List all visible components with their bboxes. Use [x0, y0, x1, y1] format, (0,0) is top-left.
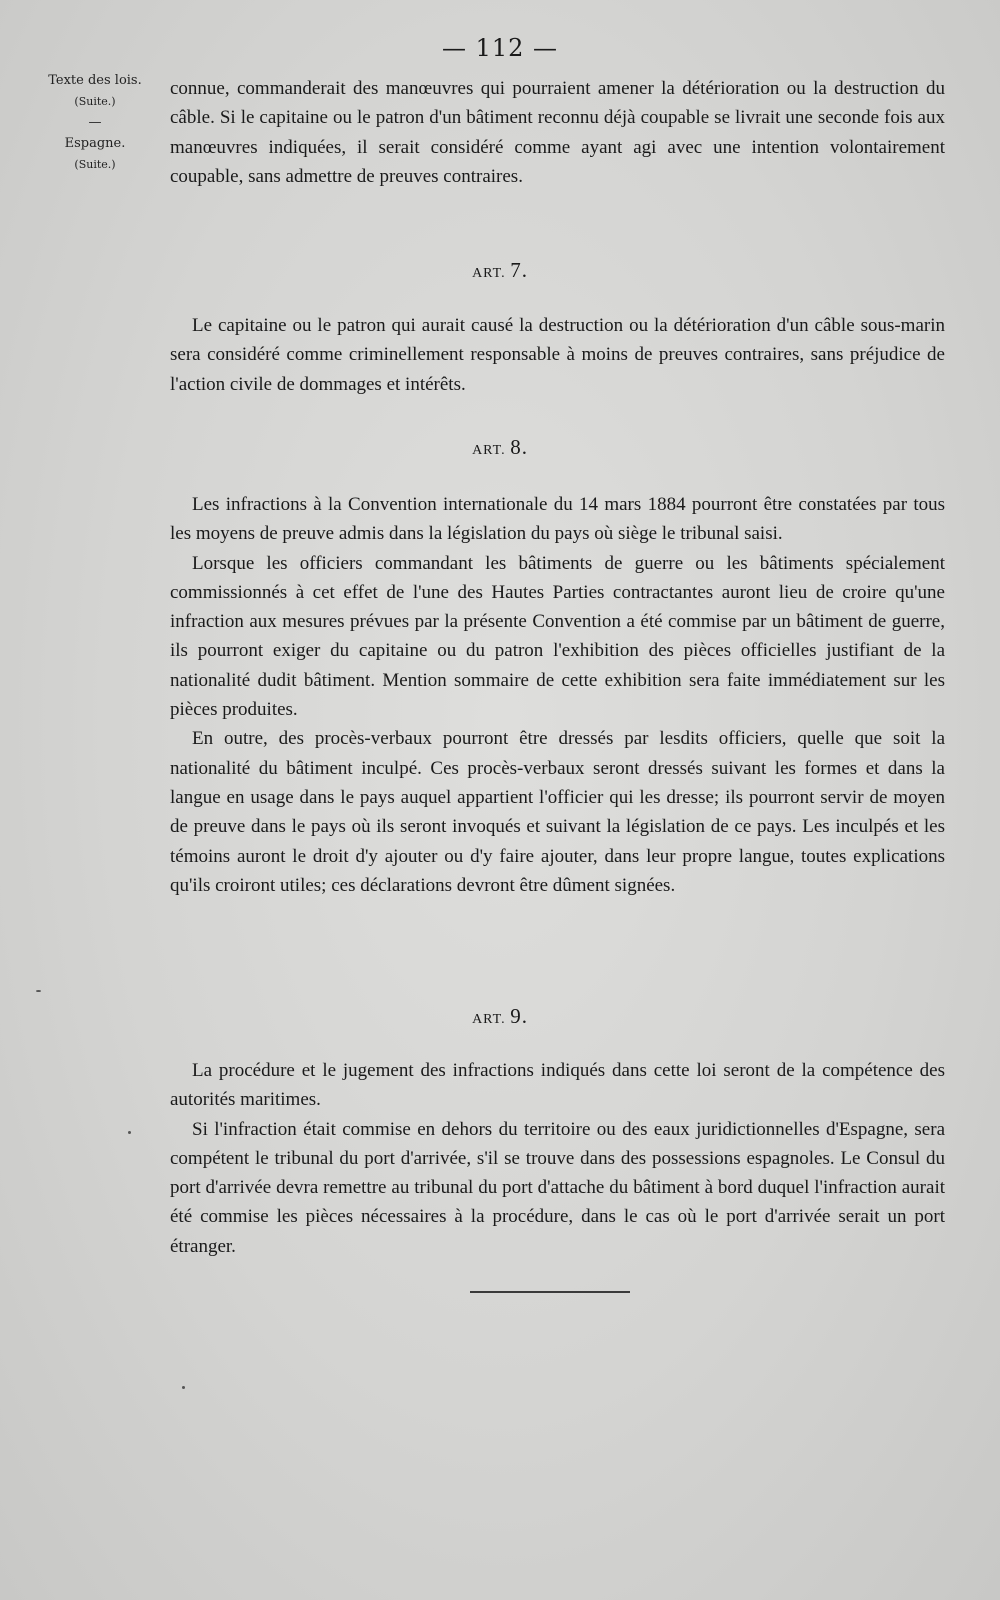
margin-title-suite: (Suite.) — [74, 95, 116, 108]
intro-paragraph: connue, commanderait des manœuvres qui pourraient amener la détérioration ou la destruction du câble. Si le capitaine ou le patron d'un bâtiment reconnu déjà coupable se livrait une seconde fois aux manœuvres indiquées, il serait considéré comme ayant agi avec une intention volontairement coupable, sans admettre de preuves contraires. — [170, 78, 945, 187]
art9-label: ART. — [472, 1012, 506, 1027]
margin-dash: — — [88, 115, 102, 130]
art8-label: ART. — [472, 443, 506, 458]
art9-heading — [0, 1004, 1000, 1029]
art7-paragraph: Le capitaine ou le patron qui aurait causé la destruction ou la détérioration d'un câble sous-marin sera considéré comme criminellement responsable à moins de preuves contraires, sans préjudice de l'action civile de dommages et intérêts. — [170, 315, 945, 395]
paper-speck — [36, 990, 41, 992]
art8-text — [170, 490, 945, 900]
art7-number: 7. — [510, 258, 528, 282]
art8-paragraph-1: Les infractions à la Convention internationale du 14 mars 1884 pourront être constatées par tous les moyens de preuve admis dans la législation du pays où siège le tribunal saisi. — [170, 494, 945, 545]
art8-paragraph-2: Lorsque les officiers commandant les bâtiments de guerre ou les bâtiments spécialement commissionnés à cet effet de l'une des Hautes Parties contractantes auront lieu de croire qu'une infraction aux mesures prévues par la présente Convention a été commise par un bâtiment de guerre, ils pourront exiger du capitaine ou du patron l'exhibition des pièces officielles justifiant de la nationalité dudit bâtiment. Mention sommaire de cette exhibition sera faite immédiatement sur les pièces produites. — [170, 552, 945, 721]
art9-number: 9. — [510, 1004, 528, 1028]
end-rule — [470, 1291, 630, 1293]
margin-country-suite: (Suite.) — [74, 158, 116, 171]
margin-country: Espagne. — [64, 136, 126, 151]
page-number: — 112 — — [441, 34, 559, 62]
art9-paragraph-2: Si l'infraction était commise en dehors du territoire ou des eaux juridictionnelles d'Espagne, sera compétent le tribunal du port d'arrivée, s'il se trouve dans des possessions espagnoles. Le Consul du port d'arrivée devra remettre au tribunal du port d'attache du bâtiment à bord duquel l'infraction aurait été commise les pièces nécessaires à la procédure, dans le cas où le port d'arrivée serait un port étranger. — [170, 1118, 945, 1257]
art9-text — [170, 1056, 945, 1261]
art7-text — [170, 311, 945, 399]
margin-notes — [40, 70, 150, 175]
paper-speck — [128, 1131, 131, 1134]
paper-speck — [182, 1386, 185, 1389]
art8-number: 8. — [510, 435, 528, 459]
art9-paragraph-1: La procédure et le jugement des infractions indiqués dans cette loi seront de la compétence des autorités maritimes. — [170, 1060, 945, 1111]
art7-label: ART. — [472, 266, 506, 281]
art8-heading — [0, 435, 1000, 460]
intro-text — [170, 74, 945, 191]
margin-title: Texte des lois. — [48, 73, 142, 88]
art8-paragraph-3: En outre, des procès-verbaux pourront être dressés par lesdits officiers, quelle que soit la nationalité du bâtiment inculpé. Ces procès-verbaux seront dressés suivant les formes et dans la langue en usage dans le pays auquel appartient l'officier qui les dresse; ils pourront servir de moyen de preuve dans le pays où ils seront invoqués et suivant la législation de ce pays. Les inculpés et les témoins auront le droit d'y ajouter ou d'y faire ajouter, dans leur propre langue, toutes explications qu'ils croiront utiles; ces déclarations devront être dûment signées. — [170, 728, 945, 896]
art7-heading — [0, 258, 1000, 283]
